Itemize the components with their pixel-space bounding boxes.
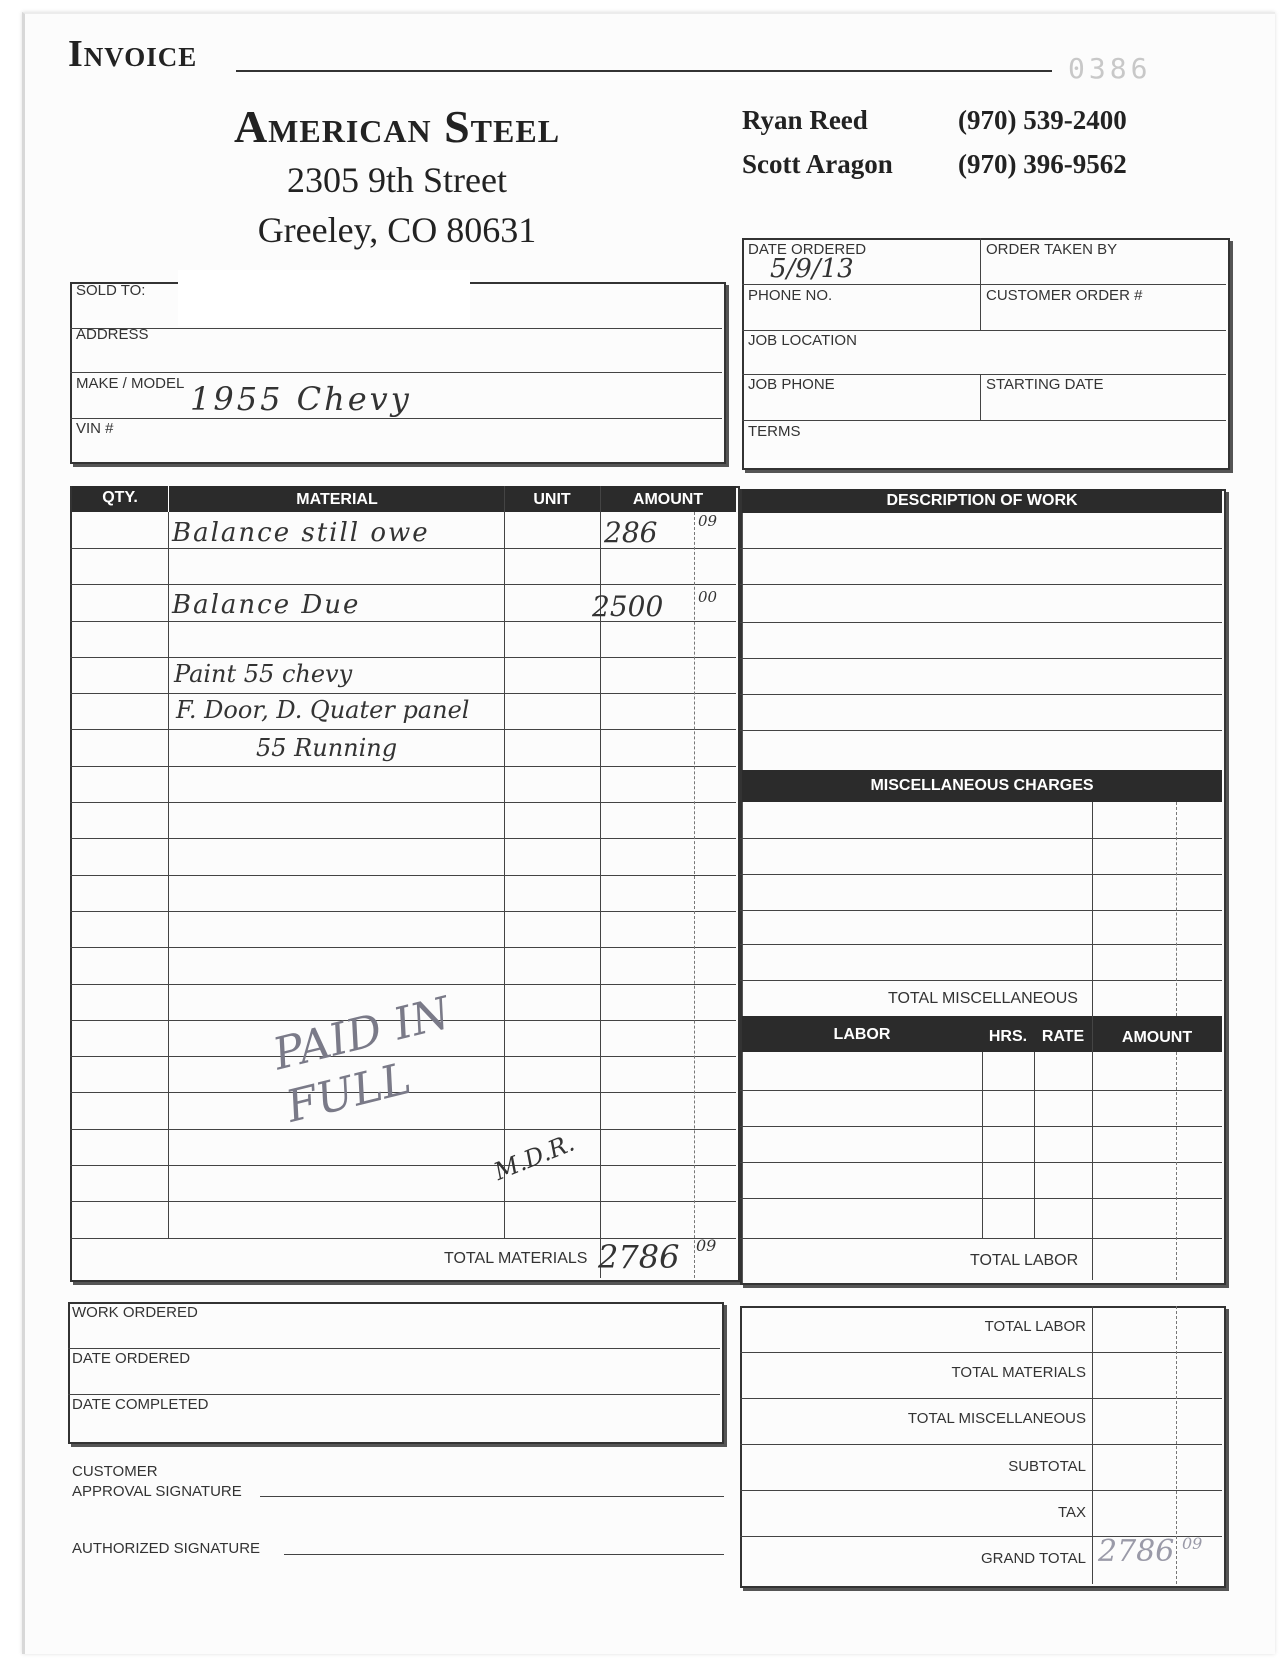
total-materials-label: TOTAL MATERIALS: [444, 1250, 588, 1267]
tax-label: TAX: [1057, 1504, 1086, 1521]
initials: M.D.R.: [490, 1128, 579, 1186]
divider: [70, 372, 722, 373]
grand-total-cents: 09: [1182, 1534, 1203, 1553]
divider: [742, 284, 1226, 285]
rule-line: [740, 584, 1222, 585]
invoice-number: 0386: [1068, 52, 1152, 85]
material-entry: Balance still owe: [172, 518, 430, 548]
subtotal-label: SUBTOTAL: [1008, 1458, 1086, 1475]
contact-name: Scott Aragon: [742, 149, 893, 179]
totals-labor-label: TOTAL LABOR: [984, 1318, 1086, 1335]
date-completed-label: DATE COMPLETED: [72, 1396, 209, 1413]
rule-line: [740, 1162, 1222, 1163]
make-model-label: MAKE / MODEL: [76, 375, 185, 392]
customer-order-label: CUSTOMER ORDER #: [986, 287, 1143, 304]
rule-line: [740, 694, 1222, 695]
rule-line: [740, 1352, 1222, 1353]
amount-entry: 286: [604, 516, 658, 549]
order-taken-by-label: ORDER TAKEN BY: [986, 241, 1118, 258]
grand-total-label: GRAND TOTAL: [980, 1550, 1086, 1567]
rule-line: [740, 622, 1222, 623]
rule-line: [70, 729, 736, 730]
customer-label-line2: APPROVAL SIGNATURE: [72, 1483, 242, 1500]
divider: [1034, 1052, 1035, 1238]
date-ordered-value: 5/9/13: [770, 254, 854, 284]
divider: [1176, 802, 1177, 1016]
hrs-header: HRS.: [988, 1028, 1028, 1045]
customer-signature-line[interactable]: [260, 1496, 724, 1497]
rule-line: [740, 980, 1222, 981]
job-location-label: JOB LOCATION: [748, 332, 857, 349]
work-charges-box: [740, 489, 1226, 1285]
contacts-block: [742, 98, 1127, 186]
paid-in-full-note: PAID IN FULL: [268, 987, 456, 1133]
cents-entry: 09: [698, 512, 718, 530]
rule-line: [70, 984, 736, 985]
customer-label-line1: CUSTOMER: [72, 1463, 158, 1480]
contact-phone: (970) 539-2400: [958, 105, 1127, 135]
total-labor-label: TOTAL LABOR: [970, 1252, 1079, 1269]
rule-line: [740, 910, 1222, 911]
terms-label: TERMS: [748, 423, 801, 440]
divider: [1176, 1052, 1177, 1280]
material-header: MATERIAL: [296, 491, 378, 508]
unit-header: UNIT: [533, 491, 571, 508]
rule-line: [70, 1201, 736, 1202]
divider: [1092, 1016, 1093, 1280]
rule-line: [70, 947, 736, 948]
invoice-title-line: [236, 70, 1052, 72]
rule-line: [70, 584, 736, 585]
authorized-signature-label: AUTHORIZED SIGNATURE: [72, 1540, 261, 1557]
rule-line: [70, 657, 736, 658]
rule-line: [740, 658, 1222, 659]
rule-line: [70, 693, 736, 694]
labor-header: LABOR: [833, 1026, 891, 1043]
divider: [742, 420, 1226, 421]
authorized-signature-line[interactable]: [284, 1554, 724, 1555]
material-entry: Balance Due: [172, 590, 361, 620]
material-entry: F. Door, D. Quater panel: [176, 696, 470, 724]
rule-line: [740, 874, 1222, 875]
contact-phone: (970) 396-9562: [958, 149, 1127, 179]
totals-misc-label: TOTAL MISCELLANEOUS: [907, 1410, 1086, 1427]
starting-date-label: STARTING DATE: [986, 376, 1104, 393]
rule-line: [740, 944, 1222, 945]
divider: [742, 330, 1226, 331]
company-block: [150, 100, 644, 253]
rule-line: [740, 1398, 1222, 1399]
divider: [982, 1052, 983, 1238]
contact-name: Ryan Reed: [742, 105, 868, 135]
rule-line: [740, 1490, 1222, 1491]
rule-line: [70, 802, 736, 803]
rule-line: [740, 1090, 1222, 1091]
work-ordered-box: [68, 1302, 724, 1444]
divider: [694, 512, 695, 1278]
rule-line: [70, 875, 736, 876]
rate-header: RATE: [1041, 1028, 1085, 1045]
labor-amount-header: AMOUNT: [1121, 1029, 1193, 1046]
divider: [742, 374, 1226, 375]
divider: [70, 418, 722, 419]
rule-line: [740, 838, 1222, 839]
divider: [980, 374, 981, 420]
divider: [68, 1348, 720, 1349]
rule-line: [70, 1129, 736, 1130]
total-materials-amount: 2786: [598, 1238, 680, 1276]
cents-entry: 00: [698, 588, 718, 606]
material-entry: Paint 55 chevy: [174, 660, 353, 688]
total-misc-label: TOTAL MISCELLANEOUS: [888, 990, 1078, 1007]
phone-label: PHONE NO.: [748, 287, 833, 304]
contact-row: [742, 142, 1127, 186]
totals-materials-label: TOTAL MATERIALS: [951, 1364, 1086, 1381]
company-name: American Steel: [233, 101, 561, 152]
misc-header: MISCELLANEOUS CHARGES: [742, 770, 1222, 802]
qty-header: QTY.: [102, 489, 138, 506]
rule-line: [70, 838, 736, 839]
rule-line: [740, 1238, 1222, 1239]
rule-line: [70, 766, 736, 767]
divider: [70, 328, 722, 329]
description-header: DESCRIPTION OF WORK: [742, 489, 1222, 513]
amount-entry: 2500: [592, 590, 664, 623]
total-materials-cents: 09: [696, 1236, 717, 1255]
contact-row: [742, 98, 1127, 142]
divider: [1092, 802, 1093, 1016]
rule-line: [740, 1198, 1222, 1199]
sold-to-label: SOLD TO:: [76, 282, 146, 299]
rule-line: [740, 1444, 1222, 1445]
grand-total-amount: 2786: [1098, 1534, 1175, 1569]
invoice-title: Invoice: [68, 33, 198, 75]
rule-line: [740, 730, 1222, 731]
divider: [1176, 1306, 1177, 1584]
rule-line: [740, 1126, 1222, 1127]
make-model-value: 1955 Chevy: [190, 380, 412, 418]
material-entry: 55 Running: [256, 734, 398, 762]
rule-line: [70, 911, 736, 912]
divider: [168, 512, 169, 1238]
redaction: [178, 270, 470, 326]
divider: [68, 1394, 720, 1395]
address-label: ADDRESS: [76, 326, 149, 343]
job-phone-label: JOB PHONE: [748, 376, 835, 393]
rule-line: [740, 548, 1222, 549]
amount-header: AMOUNT: [632, 491, 704, 508]
divider: [1092, 1306, 1093, 1584]
rule-line: [70, 1165, 736, 1166]
divider: [504, 486, 505, 1238]
vin-label: VIN #: [76, 420, 114, 437]
company-address-2: Greeley, CO 80631: [257, 210, 537, 250]
company-address-1: 2305 9th Street: [287, 160, 507, 200]
work-ordered-label: WORK ORDERED: [72, 1304, 198, 1321]
customer-signature-label: [72, 1462, 242, 1502]
date-ordered-label: DATE ORDERED: [748, 241, 867, 258]
divider: [980, 238, 981, 330]
work-date-ordered-label: DATE ORDERED: [72, 1350, 191, 1367]
